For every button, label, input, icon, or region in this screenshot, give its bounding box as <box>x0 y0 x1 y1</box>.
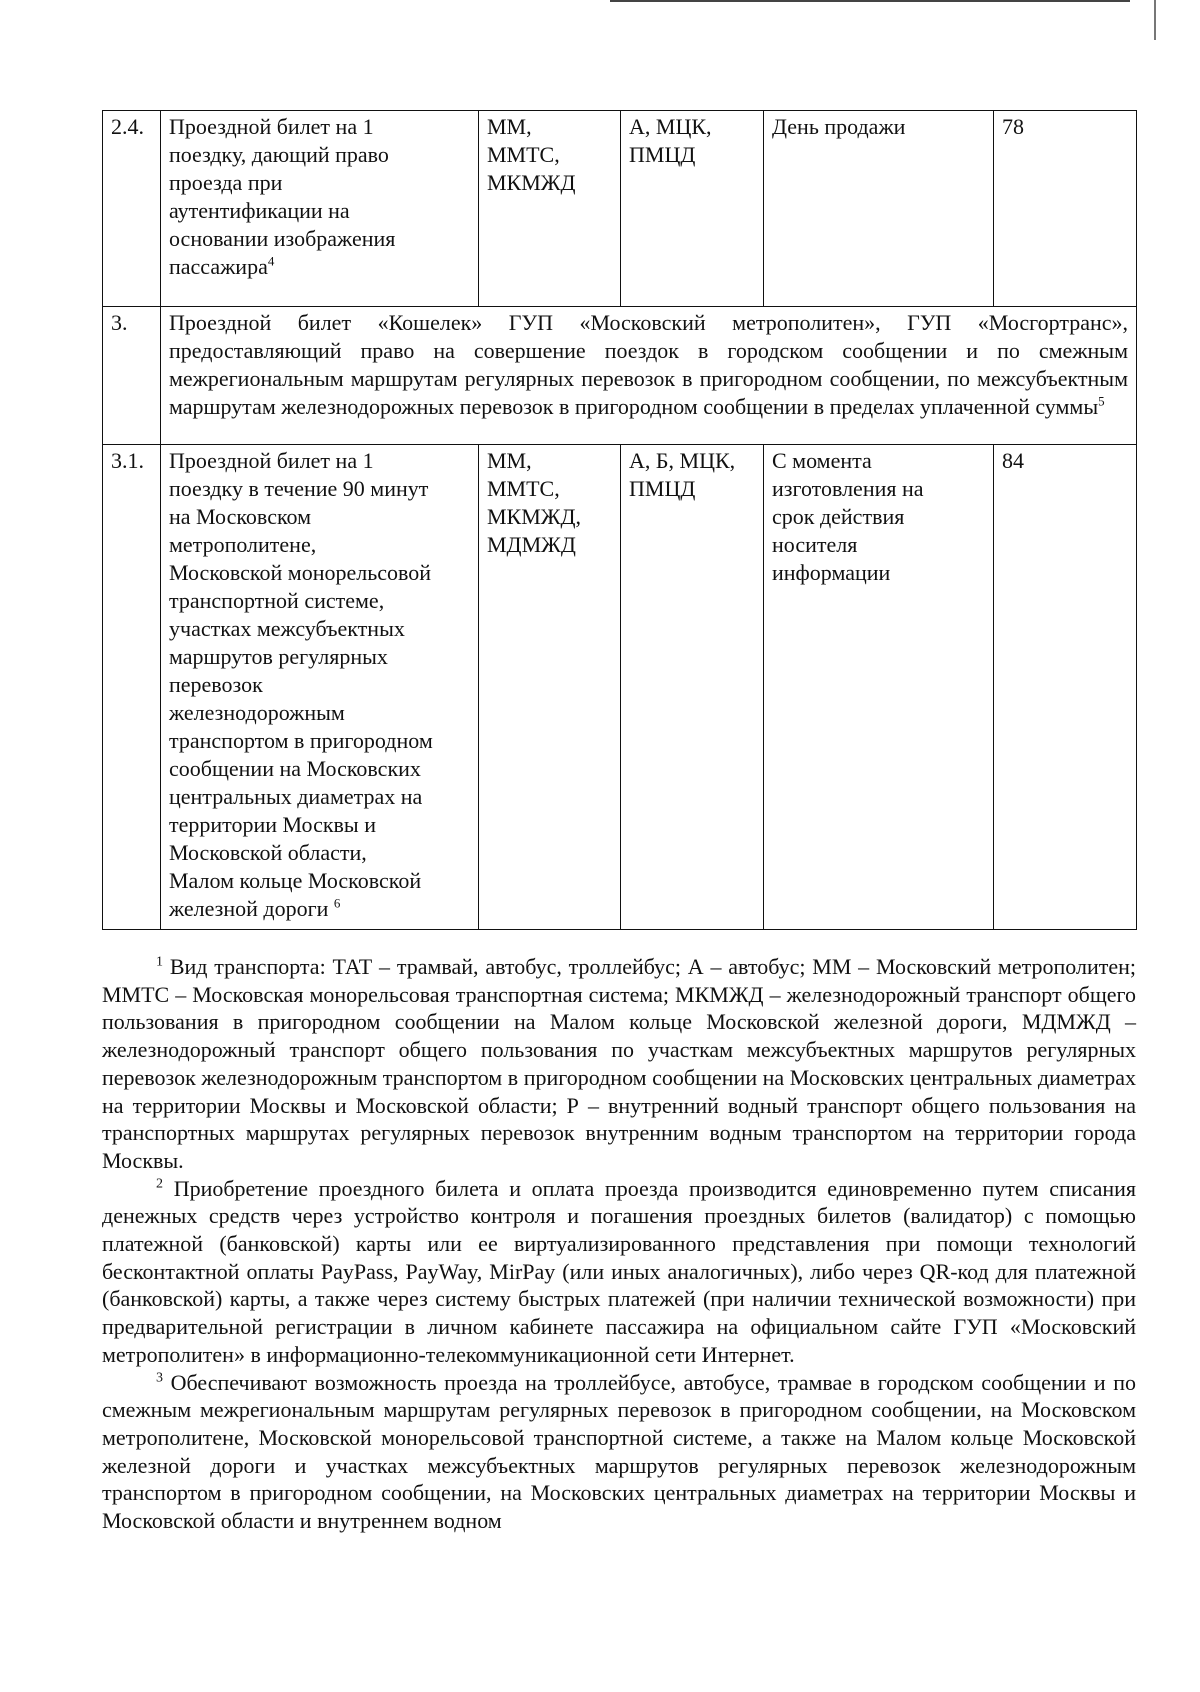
validity-period: День продажи <box>764 111 994 307</box>
ticket-category-description: Проездной билет «Кошелек» ГУП «Московский метрополитен», ГУП «Мосгортранс», предоставляющий право на совершение поездок в городском сообщении и по смежным межрегиональным маршрутам регулярных перевозок в пригородном сообщении, по межсубъектным маршрутам железнодорожных перевозок в пригородном сообщении в пределах уплаченной суммы$^5$ <box>161 307 1137 445</box>
row-number: 3.1. <box>103 445 161 930</box>
row-number: 3. <box>103 307 161 445</box>
footnote-2: $^2$ Приобретение проездного билета и оплата проезда производится единовременно путем списания денежных средств через устройство контроля и погашения проездных билетов (валидатор) с помощью платежной (банковской) карты или ее виртуализированного представления при помощи технологий бесконтактной оплаты PayPass, PayWay, MirPay (или иных аналогичных), либо через QR-код для платежной (банковской) карты, а также через систему быстрых платежей (при наличии технической возможности) при предварительной регистрации в личном кабинете пассажира на официальном сайте ГУП «Московский метрополитен» в информационно-телекоммуникационной сети Интернет. <box>102 1175 1137 1367</box>
table-row <box>103 111 1137 307</box>
price: 78 <box>994 111 1137 307</box>
footnote-1: $^1$ Вид транспорта: ТАТ – трамвай, автобус, троллейбус; А – автобус; ММ – Московский метрополитен; ММТС – Московская монорельсовая транспортная система; МКМЖД – железнодорожный транспорт общего пользования в пригородном сообщении на Малом кольце Московской железной дороги, МДМЖД – железнодорожный транспорт общего пользования по участкам межсубъектных маршрутов регулярных перевозок железнодорожным транспортом в пригородном сообщении на Московских центральных диаметрах на территории Москвы и Московской области; Р – внутренний водный транспорт общего пользования на транспортных маршрутах регулярных перевозок внутренним водным транспортом на территории города Москвы. <box>102 954 1137 1173</box>
scan-edge-line <box>610 0 1130 2</box>
footnote-3: $^3$ Обеспечивают возможность проезда на троллейбусе, автобусе, трамвае в городском сообщении и по смежным межрегиональным маршрутам регулярных перевозок в пригородном сообщении, на Московском метрополитене, Московской монорельсовой транспортной системе, а также на Малом кольце Московской железной дороги и участках межсубъектных маршрутов регулярных перевозок железнодорожным транспортом в пригородном сообщении, на Московских центральных диаметрах на территории Москвы и Московской области и внутреннем водном <box>102 1369 1137 1534</box>
zones: А, МЦК, ПМЦД <box>621 111 764 307</box>
footnote-ref: 6 <box>333 895 341 911</box>
footnotes <box>102 953 1136 1535</box>
footnote-mark: 2 <box>156 1176 163 1192</box>
table-row <box>103 445 1137 930</box>
ticket-name: Проездной билет на 1 поездку, дающий право проезда при аутентификации на основании изображения пассажира$^4$ <box>161 111 479 307</box>
footnote-ref: 5 <box>1098 393 1105 409</box>
price: 84 <box>994 445 1137 930</box>
transport-types: ММ, ММТС, МКМЖД <box>479 111 621 307</box>
fare-table <box>102 110 1137 930</box>
ticket-name: Проездной билет на 1 поездку в течение 90 минут на Московском метрополитене, Московской монорельсовой транспортной системе, участках межсубъектных маршрутов регулярных перевозок железнодорожным транспортом в пригородном сообщении на Московских центральных диаметрах на территории Москвы и Московской области, Малом кольце Московской железной дороги $^6$ <box>161 445 479 930</box>
validity-period: С момента изготовления на срок действия носителя информации <box>764 445 994 930</box>
transport-types: ММ, ММТС, МКМЖД, МДМЖД <box>479 445 621 930</box>
footnote-mark: 3 <box>156 1370 163 1386</box>
scan-edge-line-right <box>1154 0 1156 40</box>
footnote-ref: 4 <box>267 253 275 269</box>
table-row <box>103 307 1137 445</box>
row-number: 2.4. <box>103 111 161 307</box>
footnote-mark: 1 <box>156 954 163 970</box>
zones: А, Б, МЦК, ПМЦД <box>621 445 764 930</box>
